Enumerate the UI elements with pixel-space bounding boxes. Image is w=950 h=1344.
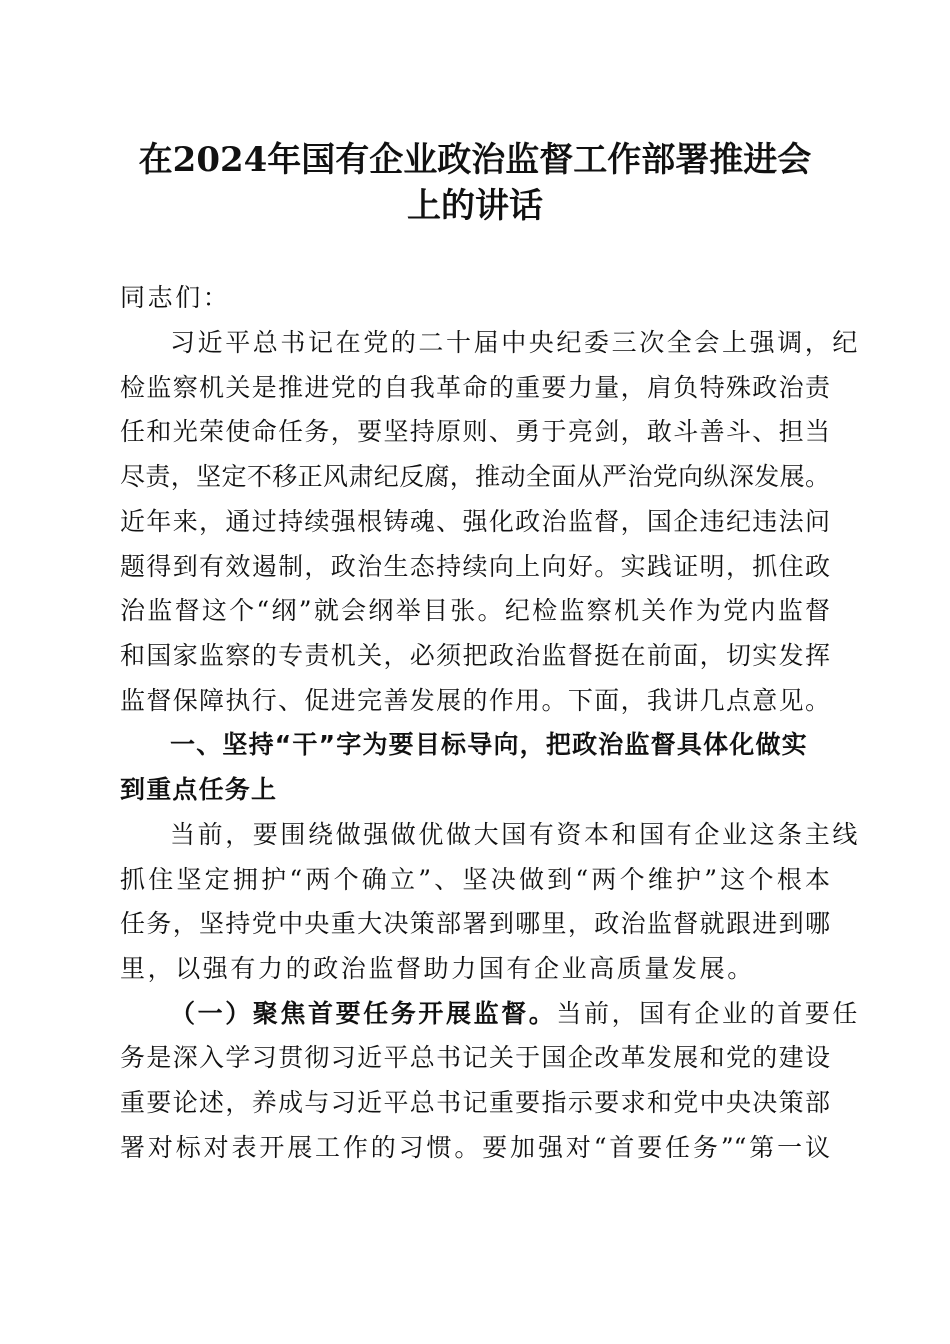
section-heading-1-line-2: 到重点任务上 bbox=[120, 775, 278, 804]
paragraph-1-line-2: 检监察机关是推进党的自我革命的重要力量，肩负特殊政治责 bbox=[120, 373, 830, 402]
paragraph-2-line-3: 任务，坚持党中央重大决策部署到哪里，政治监督就跟进到哪 bbox=[120, 909, 830, 938]
paragraph-3-line-1 bbox=[170, 999, 861, 1029]
sub-heading-1: （一）聚焦首要任务开展监督。 bbox=[170, 999, 557, 1028]
paragraph-1-line-5: 近年来，通过持续强根铸魂、强化政治监督，国企违纪违法问 bbox=[120, 507, 830, 536]
document-title-line-2: 上的讲话 bbox=[407, 186, 543, 226]
paragraph-1-line-8: 和国家监察的专责机关，必须把政治监督挺在前面，切实发挥 bbox=[120, 641, 830, 670]
paragraph-1-line-3: 任和光荣使命任务，要坚持原则、勇于亮剑，敢斗善斗、担当 bbox=[120, 417, 830, 446]
paragraph-3-line-1-text: 当前，国有企业的首要任 bbox=[556, 999, 861, 1028]
paragraph-1-line-9: 监督保障执行、促进完善发展的作用。下面，我讲几点意见。 bbox=[120, 686, 830, 715]
paragraph-3-line-4: 署对标对表开展工作的习惯。要加强对“首要任务”“第一议 bbox=[120, 1133, 830, 1162]
section-heading-1-line-1: 一、坚持“干”字为要目标导向，把政治监督具体化做实 bbox=[170, 730, 808, 759]
paragraph-1-line-4: 尽责，坚定不移正风肃纪反腐，推动全面从严治党向纵深发展。 bbox=[120, 462, 830, 491]
paragraph-3-line-2: 务是深入学习贯彻习近平总书记关于国企改革发展和党的建设 bbox=[120, 1043, 830, 1072]
document-title-line-1: 在2024年国有企业政治监督工作部署推进会 bbox=[138, 140, 812, 180]
paragraph-1-line-6: 题得到有效遏制，政治生态持续向上向好。实践证明，抓住政 bbox=[120, 552, 830, 581]
paragraph-2-line-4: 里，以强有力的政治监督助力国有企业高质量发展。 bbox=[120, 954, 755, 983]
paragraph-3-line-3: 重要论述，养成与习近平总书记重要指示要求和党中央决策部 bbox=[120, 1088, 830, 1117]
salutation: 同志们： bbox=[120, 283, 231, 312]
paragraph-2-line-2: 抓住坚定拥护“两个确立”、坚决做到“两个维护”这个根本 bbox=[120, 865, 830, 894]
paragraph-1-line-1: 习近平总书记在党的二十届中央纪委三次全会上强调，纪 bbox=[170, 328, 861, 357]
paragraph-1-line-7: 治监督这个“纲”就会纲举目张。纪检监察机关作为党内监督 bbox=[120, 596, 830, 625]
paragraph-2-line-1: 当前，要围绕做强做优做大国有资本和国有企业这条主线 bbox=[170, 820, 861, 849]
